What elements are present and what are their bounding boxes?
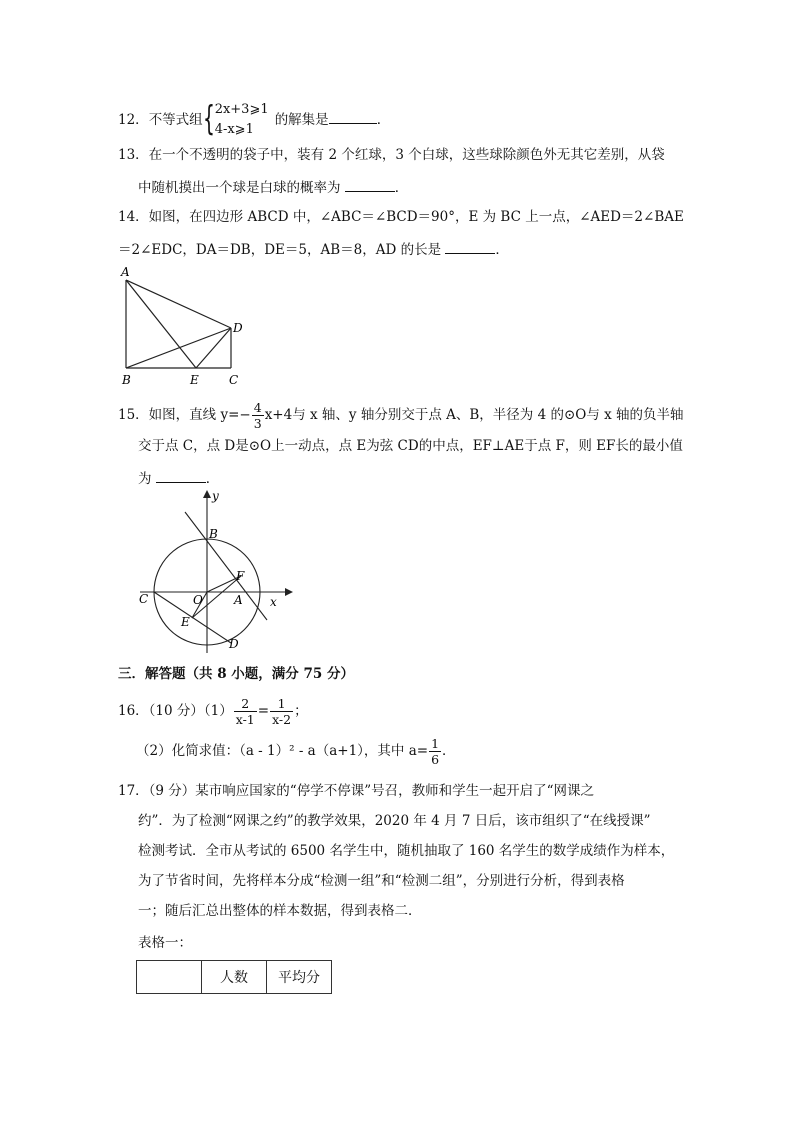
inequality-system (202, 98, 275, 141)
x-axis-arrow-icon (285, 588, 293, 596)
point-label-a: A (121, 265, 130, 279)
table-one (136, 960, 332, 994)
point-label-e: E (190, 373, 199, 387)
question-14-line-2: ＝2∠EDC，DA＝DB，DE＝5，AB＝8，AD 的长是 ． (118, 239, 509, 259)
table-row (137, 961, 332, 994)
question-number: 12． (118, 112, 149, 128)
answer-blank (329, 109, 377, 124)
quadrilateral-figure (110, 260, 260, 390)
fraction: $\frac{4}{3}$ (253, 400, 262, 431)
question-text: 不等式组 (148, 112, 203, 128)
point-label-c: C (139, 592, 149, 606)
answer-blank (345, 177, 395, 192)
table-header-cell (137, 961, 202, 994)
point-label-a: A (234, 593, 243, 607)
point-label-b: B (122, 373, 131, 387)
fraction: $\frac{1}{x-2}$ (272, 696, 292, 727)
axis-label-x: x (270, 595, 277, 609)
question-17-line-4: 为了节省时间，先将样本分成“检测一组”和“检测二组”，分别进行分析，得到表格 (138, 873, 625, 889)
question-15-line-1: 15．如图，直线 y=− $\frac{4}{3}$ x+4与 x 轴、y 轴分别交于点 A、B，半径为 4 的⊙O与 x 轴的负半轴 (118, 400, 684, 431)
inequality-row-1: 2x+3⩾1 (214, 101, 269, 117)
fraction: $\frac{2}{x-1}$ (235, 696, 255, 727)
question-16-line-1: 16．（10 分）（1） $\frac{2}{x-1}$ = $\frac{1}{x-2}$ ； (118, 696, 308, 727)
answer-blank (156, 468, 206, 483)
question-14-line-1: 14．如图，在四边形 ABCD 中，∠ABC＝∠BCD＝90°，E 为 BC 上一点，∠AED＝2∠BAE (118, 209, 684, 225)
question-15-line-3: 为 ． (138, 468, 219, 488)
table-label: 表格一： (138, 935, 192, 951)
point-label-c: C (229, 373, 239, 387)
y-axis-arrow-icon (203, 490, 211, 498)
answer-blank (445, 239, 495, 254)
point-label-o: O (193, 593, 203, 607)
axis-label-y: y (212, 489, 219, 503)
section-heading: 三．解答题（共 8 小题，满分 75 分） (118, 666, 354, 682)
question-16-line-2: （2）化简求值：（a - 1）² - a（a+1），其中 a= $\frac{1}{6}$ ． (136, 736, 456, 767)
brace-icon: { (202, 98, 215, 139)
circle-figure (130, 488, 300, 658)
fraction: $\frac{1}{6}$ (431, 736, 440, 767)
question-17-line-1: 17．（9 分）某市响应国家的“停学不停课”号召，教师和学生一起开启了“网课之 (118, 783, 595, 799)
question-12: 12．不等式组 { 2x+3⩾1 4-x⩾1 的解集是 ． (118, 98, 391, 139)
question-17-line-5: 一；随后汇总出整体的样本数据，得到表格二． (138, 903, 422, 919)
point-label-e: E (181, 615, 190, 629)
table-header-cell: 人数 (202, 961, 267, 994)
point-label-d: D (229, 637, 239, 651)
question-13-line-2: 中随机摸出一个球是白球的概率为 ． (138, 177, 408, 197)
point-label-d: D (233, 321, 243, 335)
question-text: 的解集是 (274, 112, 329, 128)
point-label-b: B (209, 527, 218, 541)
inequality-row-2: 4-x⩾1 (214, 121, 254, 137)
question-13-line-1: 13．在一个不透明的袋子中，装有 2 个红球，3 个白球，这些球除颜色外无其它差别，从袋 (118, 147, 665, 163)
question-17-line-2: 约”．为了检测“网课之约”的教学效果，2020 年 4 月 7 日后，该市组织了“在线授课” (138, 813, 651, 829)
table-header-cell: 平均分 (267, 961, 332, 994)
question-15-line-2: 交于点 C，点 D是⊙O上一动点，点 E为弦 CD的中点，EF⊥AE于点 F，则 EF长的最小值 (138, 438, 683, 454)
question-17-line-3: 检测考试．全市从考试的 6500 名学生中，随机抽取了 160 名学生的数学成绩作为样本， (138, 843, 675, 859)
point-label-f: F (236, 569, 245, 583)
